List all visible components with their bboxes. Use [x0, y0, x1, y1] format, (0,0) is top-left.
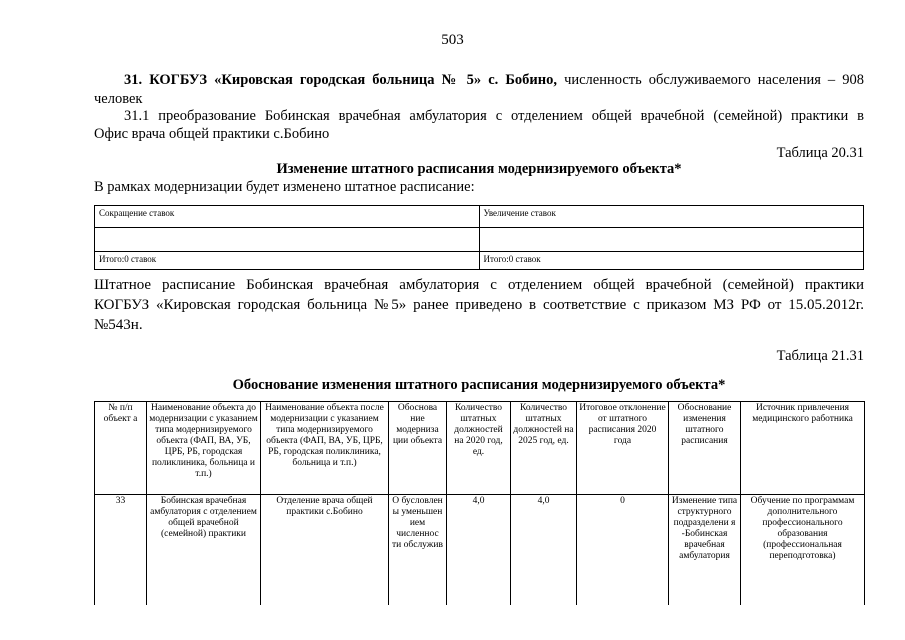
section-number: 31.: [124, 72, 143, 88]
table-cell: Отделение врача общей практики с.Бобино: [261, 495, 389, 605]
table-cell: Обучение по программам дополнительного профессионального образования (профессиональная переподготовка): [741, 495, 865, 605]
paragraph-line3: №543н.: [94, 317, 143, 333]
header-source: Источник привлечения медицинского работника: [741, 402, 865, 495]
total-reduction: Итого:0 ставок: [95, 252, 480, 270]
table-cell: О бусловлен ы уменьшен ием численнос ти обслужив: [389, 495, 447, 605]
header-staff-2020: Количество штатных должностей на 2020 год, ед.: [447, 402, 511, 495]
justification-table: [94, 401, 865, 605]
table-cell: 4,0: [447, 495, 511, 605]
table-cell: Изменение типа структурного подразделени я -Бобинская врачебная амбулатория: [669, 495, 741, 605]
subsection-line2: Офис врача общей практики с.Бобино: [94, 126, 330, 142]
header-object-before: Наименование объекта до модернизации с указанием типа модернизируемого объекта (ФАП, ВА, УБ, ЦРБ, РБ, городская поликлиника, больница и т.п.): [147, 402, 261, 495]
section-population: численность обслуживаемого населения – 908: [564, 72, 864, 88]
section-heading: [124, 71, 864, 90]
table-cell: Бобинская врачебная амбулатория с отделением общей врачебной (семейной) практики: [147, 495, 261, 605]
section-organization: КОГБУЗ «Кировская городская больница № 5» с. Бобино,: [149, 72, 557, 88]
cell-empty: [95, 228, 480, 252]
header-object-after: Наименование объекта после модернизации с указанием типа модернизируемого объекта (ФАП, ВА, УБ, ЦРБ, РБ, городская поликлиника, больница и т.п.): [261, 402, 389, 495]
paragraph-line2: КОГБУЗ «Кировская городская больница №5» ранее приведено в соответствие с приказом МЗ РФ от 15.05.2012г.: [94, 297, 864, 313]
section-heading-cont: человек: [94, 91, 143, 107]
cell-empty: [479, 228, 864, 252]
header-deviation: Итоговое отклонение от штатного расписания 2020 года: [577, 402, 669, 495]
header-reduction: Сокращение ставок: [95, 206, 480, 228]
page-number: 503: [441, 32, 464, 48]
table1-intro: В рамках модернизации будет изменено штатное расписание:: [94, 179, 475, 195]
staff-change-table: [94, 205, 864, 270]
header-change-reason: Обоснование изменения штатного расписания: [669, 402, 741, 495]
header-increase: Увеличение ставок: [479, 206, 864, 228]
table-cell: 33: [95, 495, 147, 605]
paragraph-line1: Штатное расписание Бобинская врачебная амбулатория с отделением общей врачебной (семейной) практики: [94, 277, 864, 293]
table-cell: 0: [577, 495, 669, 605]
header-number: № п/п объект а: [95, 402, 147, 495]
table-cell: 4,0: [511, 495, 577, 605]
table2-title: Обоснование изменения штатного расписания модернизируемого объекта*: [232, 377, 726, 393]
table1-title: Изменение штатного расписания модернизируемого объекта*: [276, 161, 682, 177]
table1-label: Таблица 20.31: [776, 145, 864, 161]
total-increase: Итого:0 ставок: [479, 252, 864, 270]
header-staff-2025: Количество штатных должностей на 2025 год, ед.: [511, 402, 577, 495]
table2-label: Таблица 21.31: [776, 348, 864, 364]
header-justification: Обоснова ние модерниза ции объекта: [389, 402, 447, 495]
subsection-line1: 31.1 преобразование Бобинская врачебная амбулатория с отделением общей врачебной (семейной) практики в: [124, 108, 864, 124]
